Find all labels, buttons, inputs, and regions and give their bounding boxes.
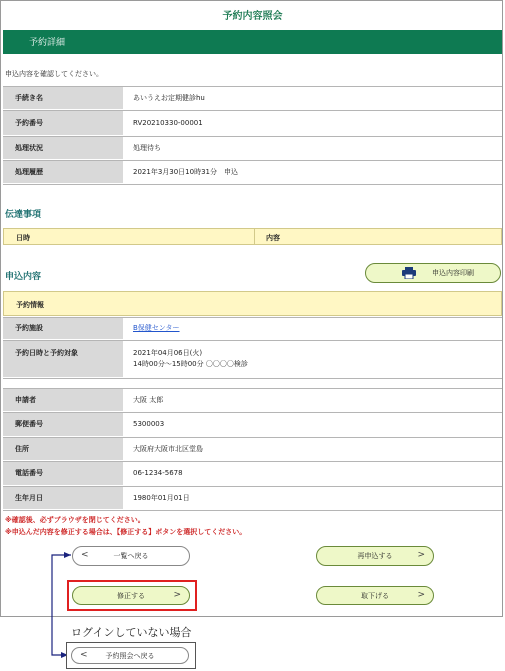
datetime-label: 予約日時と予約対象 (3, 341, 123, 377)
warning-close-browser: ※確認後、必ずブラウザを閉じてください。 (5, 516, 145, 524)
postal-value: 5300003 (123, 413, 502, 436)
summary-label-number: 予約番号 (3, 111, 123, 135)
address-label: 住所 (3, 438, 123, 460)
summary-label-procedure: 手続き名 (3, 87, 123, 109)
back-to-list-label: 一覧へ戻る (113, 552, 149, 560)
reservation-info-title: 予約情報 (16, 301, 44, 309)
print-button-label: 申込内容印刷 (432, 269, 474, 277)
facility-label: 予約施設 (3, 318, 123, 339)
back-to-inquiry-frame (66, 642, 196, 669)
postal-label: 郵便番号 (3, 413, 123, 436)
chevron-right-icon: > (417, 550, 425, 560)
summary-label-status: 処理状況 (3, 137, 123, 159)
back-to-inquiry-button[interactable] (71, 647, 189, 664)
arrow-head-top (64, 552, 71, 558)
not-logged-in-note: ログインしていない場合 (71, 626, 192, 639)
summary-value-history: 2021年3月30日10時31分 申込 (123, 161, 502, 183)
warning-modify: ※申込んだ内容を修正する場合は、【修正する】ボタンを選択してください。 (5, 528, 247, 536)
applicant-label: 申請者 (3, 389, 123, 411)
birthdate-value: 1980年01月01日 (123, 487, 502, 509)
chevron-right-icon: > (417, 590, 425, 600)
chevron-left-icon: < (80, 650, 88, 660)
summary-value-procedure: あいうえお定期健診hu (123, 87, 502, 109)
birthdate-label: 生年月日 (3, 487, 123, 509)
reapply-label: 再申込する (357, 552, 393, 560)
application-heading: 申込内容 (5, 272, 42, 282)
col-content: 内容 (266, 234, 280, 242)
summary-value-status: 処理待ち (123, 137, 502, 159)
col-datetime: 日時 (16, 234, 30, 242)
modify-label: 修正する (117, 591, 145, 600)
messages-heading: 伝達事項 (5, 210, 42, 220)
applicant-value: 大阪 太郎 (123, 389, 502, 411)
page-title: 予約内容照会 (222, 11, 283, 22)
facility-link[interactable]: B保健センター (133, 324, 180, 332)
summary-label-history: 処理履歴 (3, 161, 123, 183)
phone-value: 06-1234-5678 (123, 462, 502, 485)
reservation-time-target: 14時00分～15時00分 〇〇〇〇検診 (133, 360, 248, 368)
back-to-inquiry-label: 予約照会へ戻る (105, 651, 155, 660)
chevron-left-icon: < (81, 550, 89, 560)
instruction-text: 申込内容を確認してください。 (5, 70, 103, 78)
phone-label: 電話番号 (3, 462, 123, 485)
cancel-label: 取下げる (361, 591, 389, 600)
reservation-date: 2021年04月06日(火) (133, 349, 203, 357)
chevron-right-icon: > (173, 590, 181, 600)
address-value: 大阪府大阪市北区堂島 (123, 438, 502, 460)
section-title: 予約詳細 (29, 38, 66, 48)
summary-value-number: RV20210330-00001 (123, 111, 502, 135)
arrow-line-top (52, 555, 71, 655)
